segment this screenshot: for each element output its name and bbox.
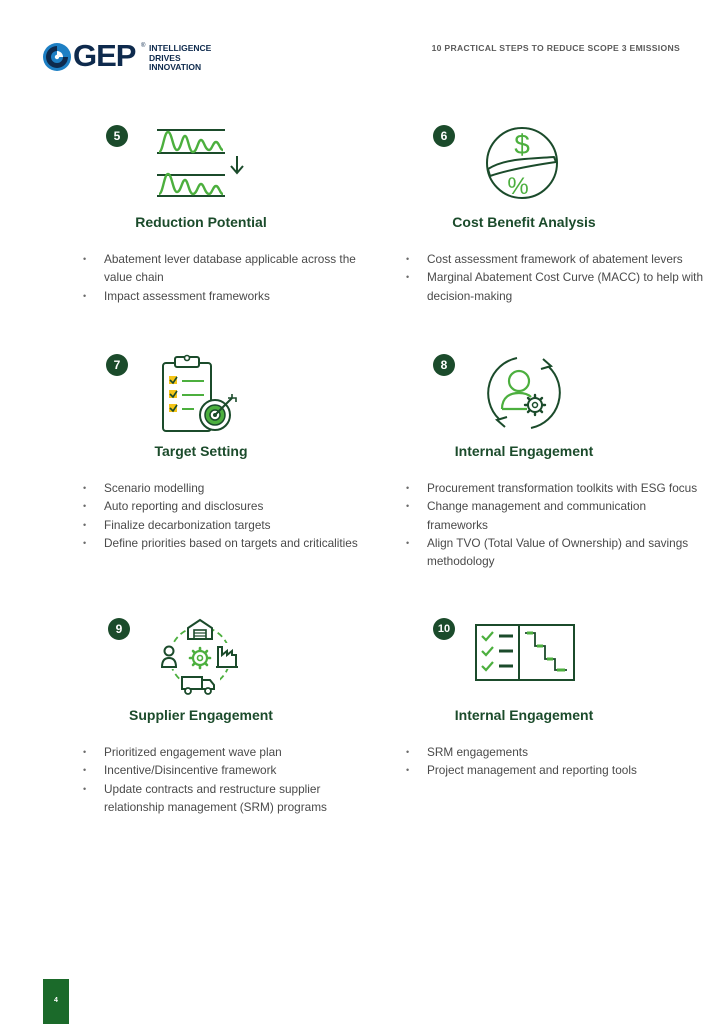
gep-logo	[42, 38, 222, 73]
clipboard-target-icon	[160, 353, 240, 435]
brand-name: GEP	[73, 38, 136, 73]
step-card-6	[405, 124, 705, 324]
step-bullets	[405, 479, 705, 570]
bullet-item: • Abatement lever database applicable across the value chain	[82, 250, 382, 287]
step-bullets	[405, 743, 705, 780]
gep-swirl-icon	[42, 42, 72, 72]
svg-text:%: %	[507, 173, 529, 200]
bullet-item: • Prioritized engagement wave plan	[82, 743, 382, 761]
bullet-item: • Define priorities based on targets and criticalities	[82, 534, 382, 552]
step-number-badge: 5	[106, 125, 128, 147]
bullet-item: • Auto reporting and disclosures	[82, 497, 382, 515]
step-title: Target Setting	[154, 443, 248, 459]
document-title: 10 PRACTICAL STEPS TO REDUCE SCOPE 3 EMISSIONS	[431, 43, 680, 53]
step-number-badge: 8	[433, 354, 455, 376]
bullet-item: • Project management and reporting tools	[405, 761, 705, 779]
step-bullets	[82, 479, 382, 552]
step-card-8	[405, 353, 705, 583]
bullet-item: • Align TVO (Total Value of Ownership) and savings methodology	[405, 534, 705, 571]
person-gear-cycle-icon	[483, 353, 565, 433]
registered-mark: ®	[141, 43, 146, 49]
page-number-tab	[43, 979, 69, 1024]
checklist-stepchart-icon	[475, 624, 575, 682]
step-bullets	[82, 250, 382, 305]
bullet-item: • SRM engagements	[405, 743, 705, 761]
step-card-5	[82, 124, 382, 304]
step-number-badge: 10	[433, 618, 455, 640]
page-number: 4	[54, 997, 58, 1004]
bullet-item: • Impact assessment frameworks	[82, 287, 382, 305]
step-bullets	[82, 743, 382, 816]
bullet-item: • Incentive/Disincentive framework	[82, 761, 382, 779]
step-title: Internal Engagement	[454, 443, 594, 459]
step-title: Reduction Potential	[135, 214, 267, 230]
supply-network-icon	[160, 617, 240, 697]
step-number-badge: 6	[433, 125, 455, 147]
bullet-item: • Procurement transformation toolkits with ESG focus	[405, 479, 705, 497]
bullet-item: • Change management and communication frameworks	[405, 497, 705, 534]
bullet-item: • Marginal Abatement Cost Curve (MACC) to help with decision-making	[405, 268, 705, 305]
brand-tagline: INTELLIGENCE DRIVES INNOVATION	[149, 43, 212, 73]
bullet-item: • Finalize decarbonization targets	[82, 516, 382, 534]
bullet-item: • Cost assessment framework of abatement levers	[405, 250, 705, 268]
bullet-item: • Update contracts and restructure supplier relationship management (SRM) programs	[82, 780, 382, 817]
step-title: Supplier Engagement	[129, 707, 273, 723]
dollar-percent-icon	[484, 126, 560, 200]
svg-text:$: $	[514, 129, 530, 160]
step-card-10	[405, 617, 705, 797]
step-bullets	[405, 250, 705, 305]
step-title: Cost Benefit Analysis	[452, 214, 596, 230]
step-card-9	[82, 617, 382, 847]
step-number-badge: 9	[108, 618, 130, 640]
waveform-arrow-icon	[155, 126, 247, 200]
step-number-badge: 7	[106, 354, 128, 376]
bullet-item: • Scenario modelling	[82, 479, 382, 497]
step-card-7	[82, 353, 382, 583]
step-title: Internal Engagement	[454, 707, 594, 723]
